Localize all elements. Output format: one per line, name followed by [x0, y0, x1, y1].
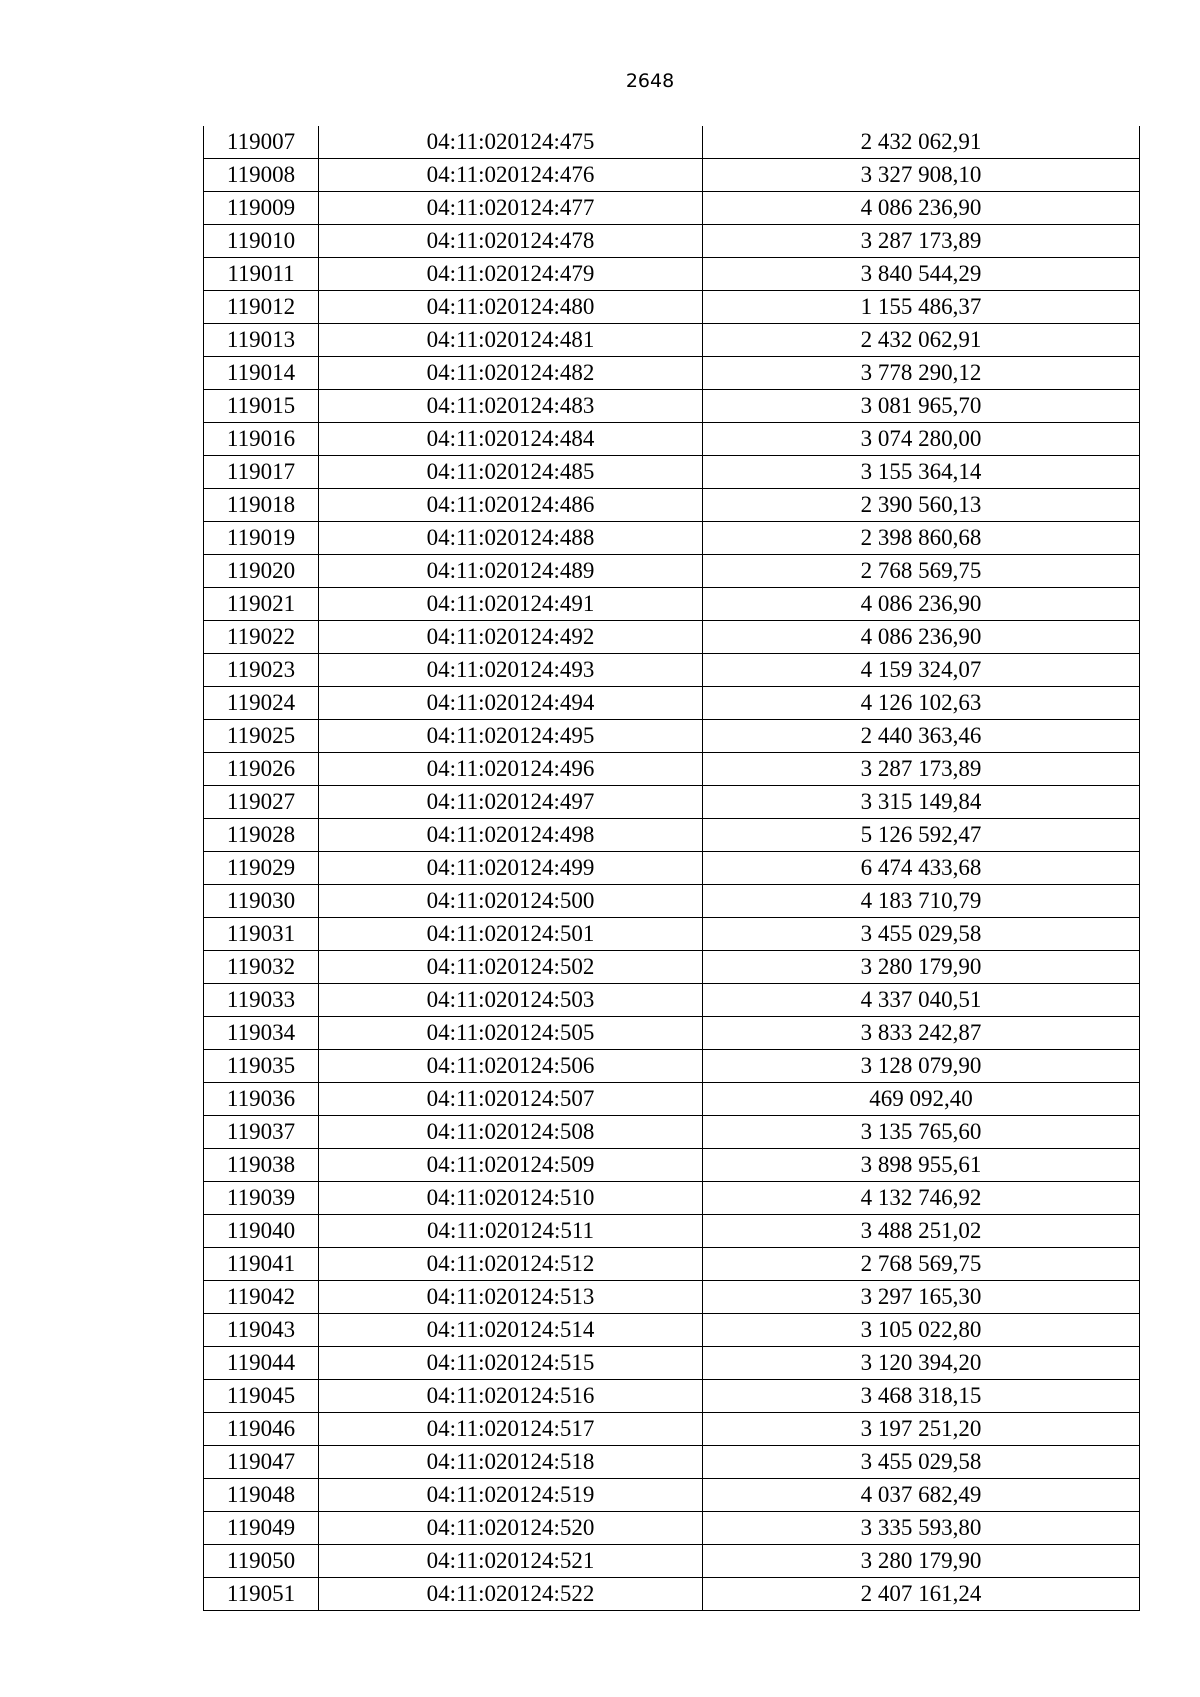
cadastral-table-container — [203, 126, 1140, 1611]
row-number-cell: 119047 — [204, 1446, 319, 1479]
cadastral-value-cell: 3 840 544,29 — [703, 258, 1140, 291]
row-number-cell: 119009 — [204, 192, 319, 225]
row-number-cell: 119030 — [204, 885, 319, 918]
cadastral-number-cell: 04:11:020124:483 — [319, 390, 703, 423]
cadastral-number-cell: 04:11:020124:481 — [319, 324, 703, 357]
cadastral-value-cell: 3 105 022,80 — [703, 1314, 1140, 1347]
cadastral-number-cell: 04:11:020124:520 — [319, 1512, 703, 1545]
table-body — [204, 126, 1140, 1611]
row-number-cell: 119036 — [204, 1083, 319, 1116]
table-row — [204, 720, 1140, 753]
row-number-cell: 119035 — [204, 1050, 319, 1083]
table-row — [204, 1578, 1140, 1611]
cadastral-value-cell: 3 135 765,60 — [703, 1116, 1140, 1149]
cadastral-number-cell: 04:11:020124:517 — [319, 1413, 703, 1446]
table-row — [204, 522, 1140, 555]
table-row — [204, 1248, 1140, 1281]
table-row — [204, 1116, 1140, 1149]
cadastral-number-cell: 04:11:020124:476 — [319, 159, 703, 192]
cadastral-value-cell: 3 128 079,90 — [703, 1050, 1140, 1083]
table-row — [204, 951, 1140, 984]
table-row — [204, 1446, 1140, 1479]
row-number-cell: 119023 — [204, 654, 319, 687]
table-row — [204, 819, 1140, 852]
cadastral-value-cell: 3 280 179,90 — [703, 951, 1140, 984]
cadastral-number-cell: 04:11:020124:508 — [319, 1116, 703, 1149]
row-number-cell: 119048 — [204, 1479, 319, 1512]
table-row — [204, 159, 1140, 192]
cadastral-value-cell: 3 197 251,20 — [703, 1413, 1140, 1446]
cadastral-number-cell: 04:11:020124:510 — [319, 1182, 703, 1215]
row-number-cell: 119031 — [204, 918, 319, 951]
table-row — [204, 753, 1140, 786]
cadastral-value-cell: 3 833 242,87 — [703, 1017, 1140, 1050]
cadastral-value-cell: 6 474 433,68 — [703, 852, 1140, 885]
cadastral-number-cell: 04:11:020124:475 — [319, 126, 703, 159]
table-row — [204, 1479, 1140, 1512]
row-number-cell: 119018 — [204, 489, 319, 522]
table-row — [204, 588, 1140, 621]
table-row — [204, 192, 1140, 225]
table-row — [204, 1314, 1140, 1347]
row-number-cell: 119037 — [204, 1116, 319, 1149]
page-number: 2648 — [625, 70, 675, 92]
row-number-cell: 119011 — [204, 258, 319, 291]
row-number-cell: 119038 — [204, 1149, 319, 1182]
table-row — [204, 654, 1140, 687]
cadastral-number-cell: 04:11:020124:506 — [319, 1050, 703, 1083]
cadastral-value-cell: 2 768 569,75 — [703, 1248, 1140, 1281]
cadastral-number-cell: 04:11:020124:509 — [319, 1149, 703, 1182]
row-number-cell: 119010 — [204, 225, 319, 258]
table-row — [204, 1545, 1140, 1578]
row-number-cell: 119045 — [204, 1380, 319, 1413]
row-number-cell: 119051 — [204, 1578, 319, 1611]
cadastral-value-cell: 5 126 592,47 — [703, 819, 1140, 852]
row-number-cell: 119034 — [204, 1017, 319, 1050]
row-number-cell: 119012 — [204, 291, 319, 324]
cadastral-value-cell: 3 287 173,89 — [703, 753, 1140, 786]
cadastral-number-cell: 04:11:020124:503 — [319, 984, 703, 1017]
table-row — [204, 1215, 1140, 1248]
row-number-cell: 119033 — [204, 984, 319, 1017]
cadastral-number-cell: 04:11:020124:485 — [319, 456, 703, 489]
cadastral-value-cell: 4 132 746,92 — [703, 1182, 1140, 1215]
cadastral-value-cell: 3 488 251,02 — [703, 1215, 1140, 1248]
cadastral-number-cell: 04:11:020124:480 — [319, 291, 703, 324]
table-row — [204, 390, 1140, 423]
cadastral-value-cell: 3 081 965,70 — [703, 390, 1140, 423]
row-number-cell: 119049 — [204, 1512, 319, 1545]
cadastral-number-cell: 04:11:020124:479 — [319, 258, 703, 291]
cadastral-value-cell: 2 432 062,91 — [703, 126, 1140, 159]
row-number-cell: 119042 — [204, 1281, 319, 1314]
cadastral-number-cell: 04:11:020124:493 — [319, 654, 703, 687]
table-row — [204, 1347, 1140, 1380]
cadastral-number-cell: 04:11:020124:491 — [319, 588, 703, 621]
table-row — [204, 687, 1140, 720]
cadastral-value-cell: 3 315 149,84 — [703, 786, 1140, 819]
cadastral-value-cell: 2 398 860,68 — [703, 522, 1140, 555]
cadastral-value-cell: 3 327 908,10 — [703, 159, 1140, 192]
row-number-cell: 119008 — [204, 159, 319, 192]
table-row — [204, 984, 1140, 1017]
cadastral-number-cell: 04:11:020124:486 — [319, 489, 703, 522]
cadastral-value-cell: 4 086 236,90 — [703, 621, 1140, 654]
table-row — [204, 621, 1140, 654]
table-row — [204, 1281, 1140, 1314]
cadastral-value-cell: 4 159 324,07 — [703, 654, 1140, 687]
cadastral-value-cell: 3 280 179,90 — [703, 1545, 1140, 1578]
cadastral-value-cell: 3 335 593,80 — [703, 1512, 1140, 1545]
table-row — [204, 918, 1140, 951]
cadastral-number-cell: 04:11:020124:495 — [319, 720, 703, 753]
cadastral-number-cell: 04:11:020124:505 — [319, 1017, 703, 1050]
cadastral-number-cell: 04:11:020124:518 — [319, 1446, 703, 1479]
row-number-cell: 119026 — [204, 753, 319, 786]
row-number-cell: 119014 — [204, 357, 319, 390]
row-number-cell: 119007 — [204, 126, 319, 159]
table-row — [204, 1182, 1140, 1215]
cadastral-value-cell: 2 768 569,75 — [703, 555, 1140, 588]
cadastral-number-cell: 04:11:020124:477 — [319, 192, 703, 225]
cadastral-number-cell: 04:11:020124:511 — [319, 1215, 703, 1248]
cadastral-value-cell: 3 455 029,58 — [703, 1446, 1140, 1479]
cadastral-number-cell: 04:11:020124:482 — [319, 357, 703, 390]
table-row — [204, 885, 1140, 918]
row-number-cell: 119028 — [204, 819, 319, 852]
row-number-cell: 119015 — [204, 390, 319, 423]
table-row — [204, 324, 1140, 357]
table-row — [204, 489, 1140, 522]
row-number-cell: 119032 — [204, 951, 319, 984]
cadastral-value-cell: 3 297 165,30 — [703, 1281, 1140, 1314]
cadastral-value-cell: 4 337 040,51 — [703, 984, 1140, 1017]
cadastral-number-cell: 04:11:020124:513 — [319, 1281, 703, 1314]
table-row — [204, 1149, 1140, 1182]
cadastral-number-cell: 04:11:020124:516 — [319, 1380, 703, 1413]
cadastral-number-cell: 04:11:020124:514 — [319, 1314, 703, 1347]
cadastral-number-cell: 04:11:020124:515 — [319, 1347, 703, 1380]
row-number-cell: 119019 — [204, 522, 319, 555]
cadastral-number-cell: 04:11:020124:500 — [319, 885, 703, 918]
row-number-cell: 119021 — [204, 588, 319, 621]
cadastral-value-cell: 4 086 236,90 — [703, 192, 1140, 225]
row-number-cell: 119041 — [204, 1248, 319, 1281]
cadastral-value-cell: 2 440 363,46 — [703, 720, 1140, 753]
table-row — [204, 1050, 1140, 1083]
cadastral-value-cell: 3 778 290,12 — [703, 357, 1140, 390]
cadastral-number-cell: 04:11:020124:492 — [319, 621, 703, 654]
table-row — [204, 1413, 1140, 1446]
cadastral-number-cell: 04:11:020124:501 — [319, 918, 703, 951]
row-number-cell: 119017 — [204, 456, 319, 489]
cadastral-number-cell: 04:11:020124:519 — [319, 1479, 703, 1512]
cadastral-value-cell: 3 120 394,20 — [703, 1347, 1140, 1380]
row-number-cell: 119040 — [204, 1215, 319, 1248]
table-row — [204, 357, 1140, 390]
cadastral-number-cell: 04:11:020124:512 — [319, 1248, 703, 1281]
table-row — [204, 1512, 1140, 1545]
cadastral-number-cell: 04:11:020124:496 — [319, 753, 703, 786]
table-row — [204, 786, 1140, 819]
cadastral-value-cell: 2 432 062,91 — [703, 324, 1140, 357]
table-row — [204, 291, 1140, 324]
cadastral-number-cell: 04:11:020124:497 — [319, 786, 703, 819]
cadastral-value-cell: 2 390 560,13 — [703, 489, 1140, 522]
cadastral-number-cell: 04:11:020124:488 — [319, 522, 703, 555]
row-number-cell: 119020 — [204, 555, 319, 588]
table-row — [204, 423, 1140, 456]
cadastral-number-cell: 04:11:020124:521 — [319, 1545, 703, 1578]
cadastral-number-cell: 04:11:020124:489 — [319, 555, 703, 588]
cadastral-value-cell: 1 155 486,37 — [703, 291, 1140, 324]
cadastral-value-cell: 3 287 173,89 — [703, 225, 1140, 258]
cadastral-number-cell: 04:11:020124:522 — [319, 1578, 703, 1611]
cadastral-value-cell: 4 086 236,90 — [703, 588, 1140, 621]
cadastral-value-cell: 4 126 102,63 — [703, 687, 1140, 720]
table-row — [204, 1380, 1140, 1413]
table-row — [204, 852, 1140, 885]
table-row — [204, 1017, 1140, 1050]
row-number-cell: 119025 — [204, 720, 319, 753]
cadastral-value-cell: 2 407 161,24 — [703, 1578, 1140, 1611]
cadastral-number-cell: 04:11:020124:507 — [319, 1083, 703, 1116]
cadastral-number-cell: 04:11:020124:478 — [319, 225, 703, 258]
row-number-cell: 119027 — [204, 786, 319, 819]
cadastral-value-cell: 3 155 364,14 — [703, 456, 1140, 489]
row-number-cell: 119039 — [204, 1182, 319, 1215]
cadastral-value-cell: 3 455 029,58 — [703, 918, 1140, 951]
cadastral-value-cell: 3 074 280,00 — [703, 423, 1140, 456]
cadastral-value-cell: 469 092,40 — [703, 1083, 1140, 1116]
cadastral-value-cell: 4 037 682,49 — [703, 1479, 1140, 1512]
row-number-cell: 119044 — [204, 1347, 319, 1380]
row-number-cell: 119013 — [204, 324, 319, 357]
row-number-cell: 119029 — [204, 852, 319, 885]
table-row — [204, 126, 1140, 159]
row-number-cell: 119016 — [204, 423, 319, 456]
cadastral-number-cell: 04:11:020124:502 — [319, 951, 703, 984]
cadastral-value-table — [203, 126, 1140, 1611]
table-row — [204, 258, 1140, 291]
table-row — [204, 225, 1140, 258]
cadastral-value-cell: 3 468 318,15 — [703, 1380, 1140, 1413]
cadastral-number-cell: 04:11:020124:494 — [319, 687, 703, 720]
table-row — [204, 456, 1140, 489]
row-number-cell: 119050 — [204, 1545, 319, 1578]
cadastral-number-cell: 04:11:020124:484 — [319, 423, 703, 456]
cadastral-value-cell: 3 898 955,61 — [703, 1149, 1140, 1182]
cadastral-value-cell: 4 183 710,79 — [703, 885, 1140, 918]
table-row — [204, 1083, 1140, 1116]
cadastral-number-cell: 04:11:020124:498 — [319, 819, 703, 852]
cadastral-number-cell: 04:11:020124:499 — [319, 852, 703, 885]
row-number-cell: 119043 — [204, 1314, 319, 1347]
row-number-cell: 119024 — [204, 687, 319, 720]
table-row — [204, 555, 1140, 588]
row-number-cell: 119022 — [204, 621, 319, 654]
row-number-cell: 119046 — [204, 1413, 319, 1446]
